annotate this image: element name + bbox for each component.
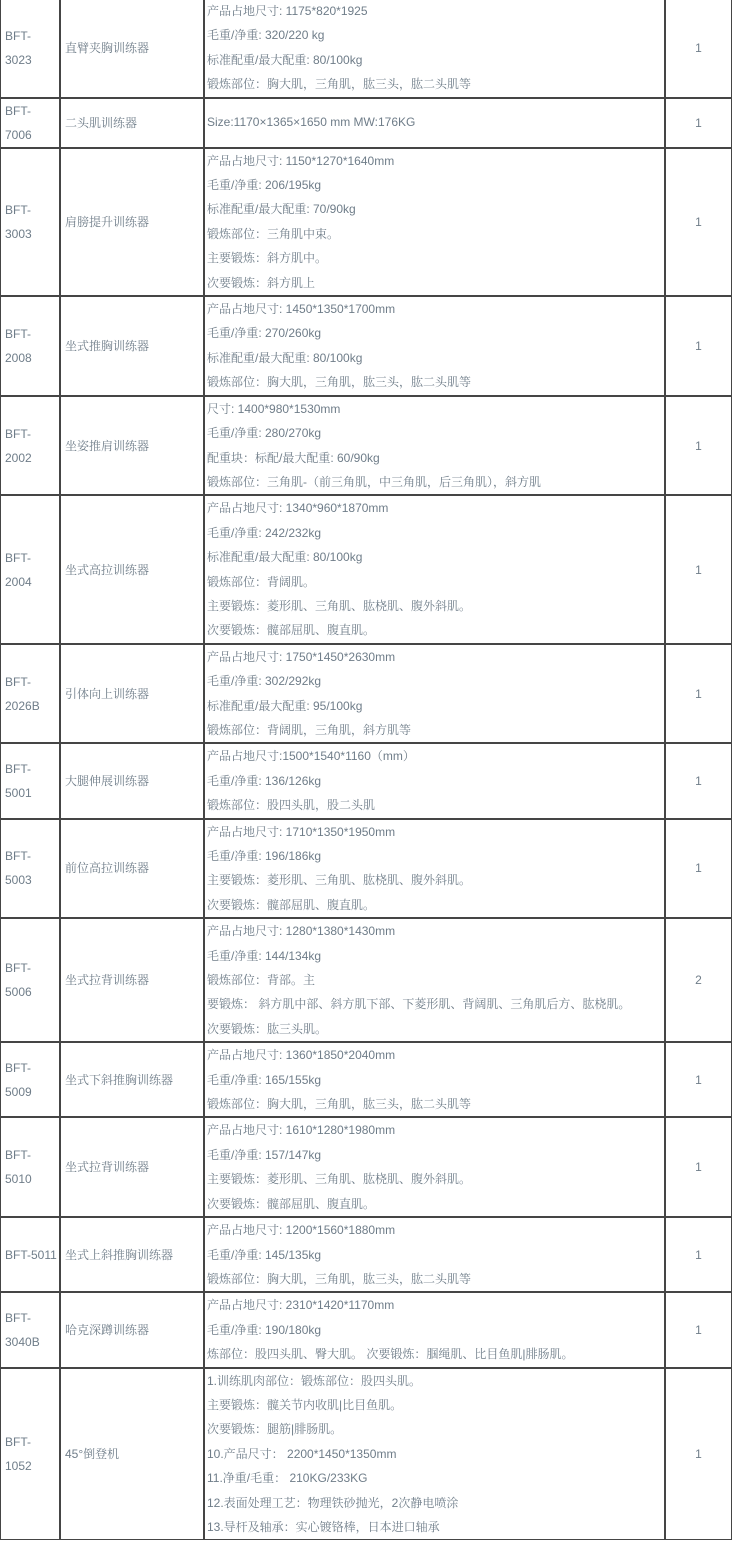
spec-line: 锻炼部位：胸大肌，三角肌，肱三头，肱二头肌等 bbox=[207, 1271, 472, 1286]
spec-line: 标准配重/最大配重: 95/100kg bbox=[207, 698, 363, 713]
table-row bbox=[0, 495, 732, 643]
spec-line: 毛重/净重: 320/220 kg bbox=[207, 28, 325, 43]
product-name-cell: 45°倒登机 bbox=[60, 1368, 204, 1541]
table-row bbox=[0, 1117, 732, 1217]
table-row bbox=[0, 918, 732, 1042]
model-cell: BFT-3003 bbox=[0, 148, 60, 296]
spec-line: 标准配重/最大配重: 80/100kg bbox=[207, 52, 363, 67]
model-cell: BFT-2002 bbox=[0, 396, 60, 496]
spec-line: Size:1170×1365×1650 mm MW:176KG bbox=[207, 115, 416, 130]
specs-cell bbox=[204, 918, 665, 1042]
spec-line: 毛重/净重: 196/186kg bbox=[207, 849, 322, 863]
spec-line: 锻炼部位：背部。主 bbox=[207, 973, 316, 988]
product-name-cell: 坐式拉背训练器 bbox=[60, 918, 204, 1042]
spec-line: 11.净重/毛重： 210KG/233KG bbox=[207, 1471, 368, 1486]
product-name-cell: 坐式下斜推胸训练器 bbox=[60, 1042, 204, 1117]
specs-cell bbox=[204, 1368, 665, 1541]
quantity-cell: 1 bbox=[665, 1217, 732, 1292]
specs-cell bbox=[204, 98, 665, 148]
product-name-cell: 坐式拉背训练器 bbox=[60, 1117, 204, 1217]
quantity-cell: 1 bbox=[665, 1368, 732, 1541]
quantity-cell: 1 bbox=[665, 0, 732, 98]
spec-line: 锻炼部位：三角肌中束。 bbox=[207, 226, 340, 241]
model-cell: BFT-3040B bbox=[0, 1292, 60, 1367]
spec-line: 产品占地尺寸: 1360*1850*2040mm bbox=[207, 1048, 396, 1063]
product-name-cell: 二头肌训练器 bbox=[60, 98, 204, 148]
spec-line: 锻炼部位：背阔肌，三角肌，斜方肌等 bbox=[207, 722, 412, 737]
spec-line: 锻炼部位：胸大肌，三角肌，肱三头，肱二头肌等 bbox=[207, 77, 472, 92]
product-name-cell: 肩膀提升训练器 bbox=[60, 148, 204, 296]
spec-line: 产品占地尺寸: 1450*1350*1700mm bbox=[207, 302, 396, 317]
spec-line: 次要锻炼：肱三头肌。 bbox=[207, 1021, 328, 1036]
product-name-cell: 引体向上训练器 bbox=[60, 644, 204, 744]
model-cell: BFT-5006 bbox=[0, 918, 60, 1042]
spec-line: 毛重/净重: 165/155kg bbox=[207, 1072, 322, 1087]
product-name-cell: 坐式推胸训练器 bbox=[60, 296, 204, 396]
spec-line: 锻炼部位：胸大肌，三角肌，肱三头，肱二头肌等 bbox=[207, 1097, 472, 1112]
spec-line: 毛重/净重: 190/180kg bbox=[207, 1322, 322, 1337]
table-row bbox=[0, 819, 732, 919]
product-name-cell: 哈克深蹲训练器 bbox=[60, 1292, 204, 1367]
spec-line: 主要锻炼：菱形肌、三角肌、肱桡肌、腹外斜肌。 bbox=[207, 598, 472, 613]
quantity-cell: 1 bbox=[665, 1117, 732, 1217]
quantity-cell: 1 bbox=[665, 1042, 732, 1117]
spec-line: 次要锻炼：腿筋|腓肠肌。 bbox=[207, 1422, 343, 1437]
model-cell: BFT-3023 bbox=[0, 0, 60, 98]
quantity-cell: 1 bbox=[665, 644, 732, 744]
spec-line: 产品占地尺寸: 1280*1380*1430mm bbox=[207, 924, 396, 939]
spec-line: 毛重/净重: 136/126kg bbox=[207, 773, 322, 788]
spec-line: 主要锻炼：髋关节内收肌|比目鱼肌。 bbox=[207, 1397, 403, 1412]
specs-cell bbox=[204, 819, 665, 919]
spec-line: 1.训练肌肉部位：锻炼部位：股四头肌。 bbox=[207, 1373, 422, 1388]
specs-cell bbox=[204, 743, 665, 818]
spec-line: 次要锻炼：髋部屈肌、腹直肌。 bbox=[207, 897, 376, 912]
spec-line: 标准配重/最大配重: 80/100kg bbox=[207, 350, 363, 365]
table-row bbox=[0, 1217, 732, 1292]
specs-cell bbox=[204, 1292, 665, 1367]
spec-line: 产品占地尺寸: 1340*960*1870mm bbox=[207, 501, 389, 516]
spec-line: 锻炼部位：三角肌-（前三角肌，中三角肌，后三角肌），斜方肌 bbox=[207, 474, 541, 489]
spec-line: 次要锻炼：髋部屈肌、腹直肌。 bbox=[207, 1196, 376, 1211]
table-row bbox=[0, 743, 732, 818]
spec-line: 毛重/净重: 242/232kg bbox=[207, 525, 322, 540]
spec-line: 标准配重/最大配重: 70/90kg bbox=[207, 202, 356, 217]
table-row bbox=[0, 98, 732, 148]
product-name-cell: 直臂夹胸训练器 bbox=[60, 0, 204, 98]
table-row bbox=[0, 1042, 732, 1117]
product-name-cell: 前位高拉训练器 bbox=[60, 819, 204, 919]
model-cell: BFT-2004 bbox=[0, 495, 60, 643]
table-row bbox=[0, 296, 732, 396]
spec-line: 产品占地尺寸: 2310*1420*1170mm bbox=[207, 1298, 395, 1313]
spec-line: 标准配重/最大配重: 80/100kg bbox=[207, 550, 363, 565]
model-cell: BFT-1052 bbox=[0, 1368, 60, 1541]
specs-cell bbox=[204, 0, 665, 98]
model-cell: BFT-2008 bbox=[0, 296, 60, 396]
model-cell: BFT-5003 bbox=[0, 819, 60, 919]
spec-line: 毛重/净重: 270/260kg bbox=[207, 326, 322, 341]
spec-line: 配重块：标配/最大配重: 60/90kg bbox=[207, 450, 380, 465]
spec-line: 产品占地尺寸: 1175*820*1925 bbox=[207, 4, 368, 18]
quantity-cell: 1 bbox=[665, 819, 732, 919]
quantity-cell: 1 bbox=[665, 296, 732, 396]
product-name-cell: 大腿伸展训练器 bbox=[60, 743, 204, 818]
table-row bbox=[0, 1292, 732, 1367]
specs-cell bbox=[204, 296, 665, 396]
spec-line: 主要锻炼：菱形肌、三角肌、肱桡肌、腹外斜肌。 bbox=[207, 1172, 472, 1187]
spec-line: 产品占地尺寸:1500*1540*1160（mm） bbox=[207, 749, 415, 764]
spec-line: 12.表面处理工艺：物理铁砂抛光，2次静电喷涂 bbox=[207, 1495, 459, 1510]
spec-line: 毛重/净重: 280/270kg bbox=[207, 426, 322, 441]
table-row bbox=[0, 1368, 732, 1541]
model-cell: BFT-5010 bbox=[0, 1117, 60, 1217]
product-name-cell: 坐式高拉训练器 bbox=[60, 495, 204, 643]
specs-cell bbox=[204, 495, 665, 643]
spec-line: 产品占地尺寸: 1200*1560*1880mm bbox=[207, 1223, 396, 1238]
spec-line: 锻炼部位：胸大肌，三角肌，肱三头，肱二头肌等 bbox=[207, 375, 472, 390]
spec-line: 产品占地尺寸: 1150*1270*1640mm bbox=[207, 153, 395, 168]
table-row bbox=[0, 396, 732, 496]
quantity-cell: 1 bbox=[665, 743, 732, 818]
specs-cell bbox=[204, 1042, 665, 1117]
spec-line: 主要锻炼：斜方肌中。 bbox=[207, 251, 328, 266]
spec-line: 锻炼部位：背阔肌。 bbox=[207, 574, 316, 589]
spec-line: 毛重/净重: 157/147kg bbox=[207, 1147, 322, 1162]
spec-line: 主要锻炼：菱形肌、三角肌、肱桡肌、腹外斜肌。 bbox=[207, 873, 472, 888]
spec-line: 炼部位：股四头肌、臀大肌。 次要锻炼：腘绳肌、比目鱼肌|腓肠肌。 bbox=[207, 1347, 574, 1362]
quantity-cell: 1 bbox=[665, 98, 732, 148]
specs-cell bbox=[204, 1217, 665, 1292]
product-name-cell: 坐式上斜推胸训练器 bbox=[60, 1217, 204, 1292]
spec-line: 产品占地尺寸: 1610*1280*1980mm bbox=[207, 1123, 396, 1138]
model-cell: BFT-5011 bbox=[0, 1217, 60, 1292]
spec-line: 次要锻炼：髋部屈肌、腹直肌。 bbox=[207, 623, 376, 638]
spec-line: 毛重/净重: 302/292kg bbox=[207, 674, 322, 689]
spec-line: 毛重/净重: 144/134kg bbox=[207, 948, 322, 963]
spec-line: 尺寸: 1400*980*1530mm bbox=[207, 401, 341, 416]
spec-line: 产品占地尺寸: 1710*1350*1950mm bbox=[207, 824, 396, 839]
specs-cell bbox=[204, 644, 665, 744]
quantity-cell: 1 bbox=[665, 1292, 732, 1367]
spec-line: 产品占地尺寸: 1750*1450*2630mm bbox=[207, 649, 396, 664]
model-cell: BFT-7006 bbox=[0, 98, 60, 148]
quantity-cell: 1 bbox=[665, 148, 732, 296]
spec-line: 次要锻炼：斜方肌上 bbox=[207, 275, 316, 290]
model-cell: BFT-5009 bbox=[0, 1042, 60, 1117]
model-cell: BFT-5001 bbox=[0, 743, 60, 818]
quantity-cell: 2 bbox=[665, 918, 732, 1042]
table-row bbox=[0, 0, 732, 98]
spec-line: 13.导杆及轴承：实心镀铬棒，日本进口轴承 bbox=[207, 1519, 440, 1534]
specs-cell bbox=[204, 148, 665, 296]
spec-line: 10.产品尺寸： 2200*1450*1350mm bbox=[207, 1446, 397, 1461]
model-cell: BFT-2026B bbox=[0, 644, 60, 744]
spec-line: 要锻炼： 斜方肌中部、斜方肌下部、下菱形肌、背阔肌、三角肌后方、肱桡肌。 bbox=[207, 997, 631, 1012]
specs-cell bbox=[204, 1117, 665, 1217]
specs-cell bbox=[204, 396, 665, 496]
table-row bbox=[0, 644, 732, 744]
quantity-cell: 1 bbox=[665, 396, 732, 496]
quantity-cell: 1 bbox=[665, 495, 732, 643]
product-name-cell: 坐姿推肩训练器 bbox=[60, 396, 204, 496]
spec-line: 毛重/净重: 145/135kg bbox=[207, 1247, 322, 1262]
spec-line: 毛重/净重: 206/195kg bbox=[207, 178, 322, 193]
table-row bbox=[0, 148, 732, 296]
spec-line: 锻炼部位：股四头肌，股二头肌 bbox=[207, 798, 376, 813]
